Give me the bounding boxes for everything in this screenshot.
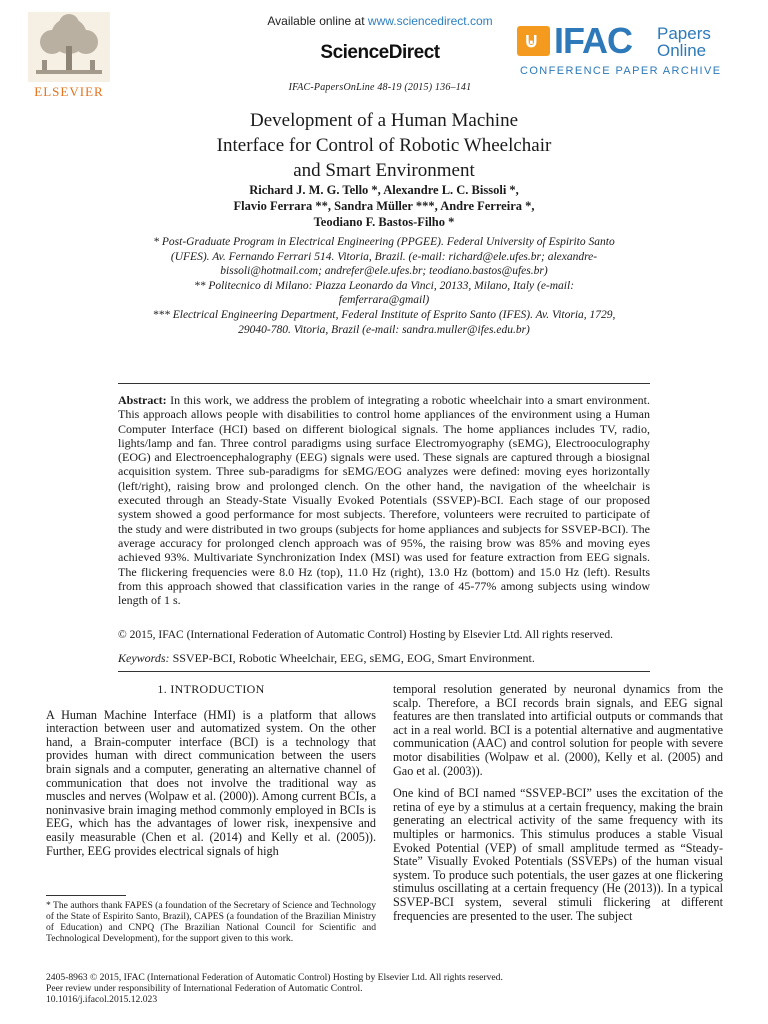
publication-note	[46, 973, 726, 1005]
author-list	[140, 182, 628, 230]
left-column	[46, 683, 376, 867]
copyright-line: © 2015, IFAC (International Federation of Automatic Control) Hosting by Elsevier Ltd. All rights reserved.	[118, 629, 613, 641]
ifac-emblem-icon: ⊍	[517, 26, 550, 56]
publisher-name: ELSEVIER	[34, 84, 104, 99]
title-line: Interface for Control of Robotic Wheelchair	[216, 135, 552, 156]
ifac-papers: Papers	[657, 24, 711, 43]
ifac-online: Online	[657, 41, 707, 60]
author-line: Teodiano F. Bastos-Filho *	[313, 215, 455, 229]
affiliations	[150, 235, 618, 337]
keywords-label: Keywords:	[118, 651, 170, 665]
keywords	[118, 651, 650, 666]
elsevier-tree-icon	[28, 12, 110, 82]
abstract	[118, 393, 650, 607]
journal-citation: IFAC-PapersOnLine 48-19 (2015) 136–141	[288, 82, 472, 93]
divider	[118, 671, 650, 672]
ifac-archive-tagline: CONFERENCE PAPER ARCHIVE	[520, 65, 722, 77]
title-line: Development of a Human Machine	[249, 110, 519, 131]
affiliation: ** Politecnico di Milano: Piazza Leonardo da Vinci, 20133, Milano, Italy (e-mail: femferrara@gmail)	[193, 279, 575, 307]
keywords-text: SSVEP-BCI, Robotic Wheelchair, EEG, sEMG, EOG, Smart Environment.	[169, 651, 535, 665]
sciencedirect-link[interactable]: www.sciencedirect.com	[367, 14, 493, 28]
section-heading: 1. INTRODUCTION	[157, 682, 265, 696]
affiliation: *** Electrical Engineering Department, Federal Institute of Esprito Santo (IFES). Av. Vitoria, 1729, 29040-780. Vitoria, Brazil (e-mail: sandra.muller@ifes.edu.br)	[152, 308, 616, 336]
doi-line: 10.1016/j.ifacol.2015.12.023	[46, 993, 158, 1005]
abstract-text: In this work, we address the problem of integrating a robotic wheelchair into a smart environment. This approach allows people with disabilities to control home appliances of the environment using a Human Computer Interface (HCI) based on different biological signals. The home appliances includes TV, radio, lights/lamp and fan. Three control paradigms using surface Electromyography (sEMG), Electrooculography (EOG) and Electroencephalography (EEG) signals were used. These signals are captured through a biosignal acquisition system. Three sub-paradigms for sEMG/EOG analyzes were defined: moving eyes horizontally (left/right), raising brow and prolonged clench. On the other hand, the navigation of the wheelchair is executed through an Steady-State Visually Evoked Potentials (SSVEP)-BCI. Each stage of our proposed system showed a good performance for most subjects. Therefore, volunteers were recruited to participate of the study and were distributed in two groups (subjects for home appliances and subjects for SSVEP-BCI). The average accuracy for prolonged clench approach was of 95%, the raising brow was 85% and moving eyes achieved 93%. Multivariate Synchronization Index (MSI) was used for feature extraction from EEG signals. The flickering frequencies were 8.0 Hz (top), 11.0 Hz (right), 13.0 Hz (bottom) and 15.0 Hz (left). Results from this approach showed that classification varies in the range of 45-77% among subjects using window length of 1 s.	[118, 393, 650, 608]
body-paragraph: temporal resolution generated by neuronal dynamics from the scalp. Therefore, a BCI records brain signals, and EEG signal features are then translated into artificial outputs or commands that act in a real world. BCI is a potential alternative and augmentative communication (AAC) and control solution for people with severe motor disabilities (Wolpaw et al. (2000), Kelly et al. (2005) and Gao et al. (2003)).	[393, 682, 723, 778]
body-paragraph: A Human Machine Interface (HMI) is a platform that allows interaction between user and automatized system. On the other hand, a Brain-computer interface (BCI) is a technology that provides human with direct communication between the users brain signals and a computer, generating an alternative channel of communication that does not involve the traditional way as muscles and nerves (Wolpaw et al. (2000)). Among current BCIs, a noninvasive brain imaging method commonly employed in BCIs is EEG, which has the advantages of lower risk, inexpensive and easily measurable (Chen et al. (2014) and Kelly et al. (2005)). Further, EEG provides electrical signals of high	[46, 707, 376, 858]
elsevier-logo	[14, 12, 124, 100]
ifac-logo	[517, 20, 727, 80]
availability-prefix: Available online at	[267, 14, 368, 28]
paper-title	[120, 108, 648, 183]
sciencedirect-logo: ScienceDirect	[320, 42, 440, 63]
affiliation: * Post-Graduate Program in Electrical Engineering (PPGEE). Federal University of Espirito Santo (UFES). Av. Fernando Ferrari 514. Vitoria, Brazil. (e-mail: richard@ele.ufes.br; alexandre-bissoli@hotmail.com; andrefer@ele.ufes.br; teodiano.bastos@ufes.br)	[153, 236, 615, 278]
footnote: * The authors thank FAPES (a foundation of the Secretary of Science and Technology of the State of Espirito Santo, Brazil), CAPES (a foundation of the Brazilian Ministry of Education) and CNPQ (The Brazilian National Council for Scientific and Technological Development), for the support given to this work.	[46, 900, 376, 944]
title-line: and Smart Environment	[293, 160, 475, 181]
issn-line: 2405-8963 © 2015, IFAC (International Federation of Automatic Control) Hosting by Elsevier Ltd. All rights reserved.	[46, 972, 503, 983]
author-line: Richard J. M. G. Tello *, Alexandre L. C. Bissoli *,	[249, 183, 519, 197]
right-column	[393, 683, 723, 932]
ifac-papers-online	[657, 25, 711, 59]
abstract-label: Abstract:	[118, 393, 167, 407]
author-line: Flavio Ferrara **, Sandra Müller ***, Andre Ferreira *,	[233, 199, 535, 213]
ifac-name: IFAC	[554, 20, 633, 61]
body-paragraph: One kind of BCI named “SSVEP-BCI” uses the excitation of the retina of eye by a stimulus at a certain frequency, making the brain generating an electrical activity of the same frequency with its multiples or harmonics. This stimulus produces a stable Visual Evoked Potential (VEP) of small amplitude termed as “Steady-State” Visually Evoked Potentials (SSVEPs) of the human visual system. To produce such potentials, the user gazes at one flickering stimulus oscillating at a certain frequency (He (2013)). In a typical SSVEP-BCI system, several stimuli flickering at different frequencies are presented to the user. The subject	[393, 786, 723, 923]
divider	[118, 383, 650, 384]
peer-review-line: Peer review under responsibility of International Federation of Automatic Control.	[46, 982, 363, 994]
footnote-divider	[46, 895, 126, 896]
